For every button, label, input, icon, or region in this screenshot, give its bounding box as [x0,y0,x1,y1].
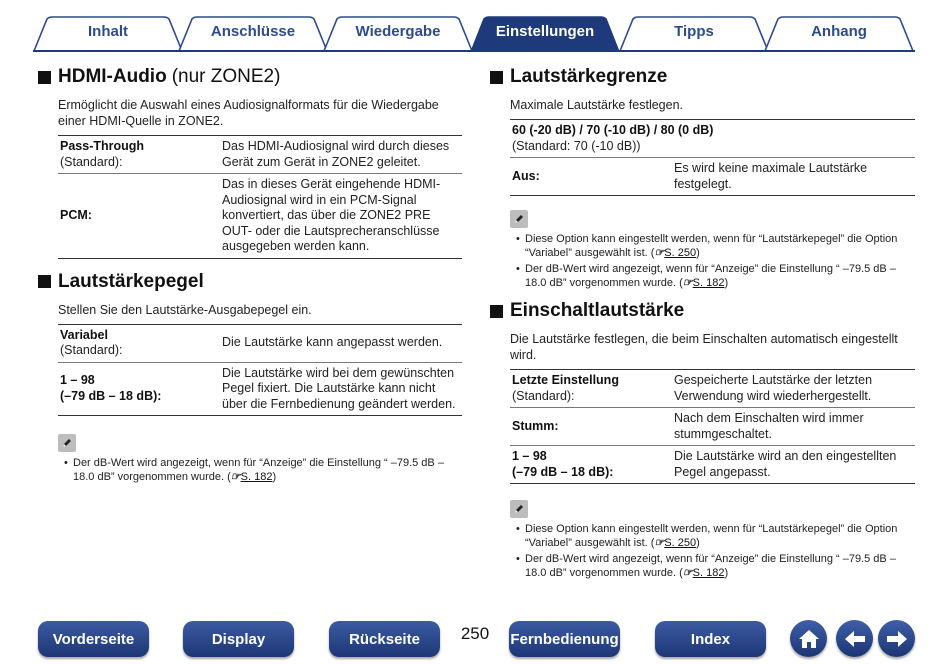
note-item [64,456,462,484]
note-item [516,522,915,550]
square-bullet-icon [490,305,503,318]
square-bullet-icon [38,275,51,288]
home-icon [797,628,821,650]
note-text: Diese Option kann eingestellt werden, wenn für “Lautstärkepegel” die Option “Variabel” ausgewählt ist. [525,523,898,549]
option-description: Das HDMI-Audiosignal wird durch dieses Gerät zum Gerät in ZONE2 geleitet. [222,139,450,169]
square-bullet-icon [38,71,51,84]
section-title-lautstaerkegrenze [490,66,915,88]
note-item [516,232,915,260]
vorderseite-button[interactable]: Vorderseite [38,621,149,657]
note-item [516,262,915,290]
section-description: Stellen Sie den Lautstärke-Ausgabepegel ein. [58,302,312,317]
page-link[interactable]: S. 182 [692,567,725,579]
tab-label: Anhang [811,23,867,40]
tab-bar [0,0,950,56]
table-row [510,407,915,445]
section-title-einschaltlautstaerke [490,300,915,322]
section-title-text: HDMI-Audio [58,66,167,87]
section-description: Maximale Lautstärke festlegen. [510,98,684,112]
table-row [58,362,462,416]
option-name: Variabel [60,327,108,342]
page-reference[interactable]: (☞S. 250) [650,247,700,259]
section-description: Ermöglicht die Auswahl eines Audiosignalformats für die Wiedergabe einer HDMI-Quelle in ZONE2. [58,98,439,128]
option-name: PCM: [60,208,92,222]
option-default: (Standard): [60,343,123,357]
option-description: Nach dem Einschalten wird immer stummgeschaltet. [674,411,864,441]
pointing-hand-icon: ☞ [654,537,665,549]
note-text: Der dB-Wert wird angezeigt, wenn für “Anzeige” die Einstellung “ –79.5 dB – 18.0 dB” vorgenommen wurde. [525,553,896,579]
pencil-note-icon [510,500,528,518]
note-text: Der dB-Wert wird angezeigt, wenn für “Anzeige” die Einstellung “ –79.5 dB – 18.0 dB” vorgenommen wurde. [525,263,896,289]
arrow-right-icon [885,629,909,649]
tab-wiedergabe[interactable] [323,16,473,52]
home-button[interactable] [790,620,827,657]
option-cell [58,174,220,258]
table-row [510,157,915,195]
fernbedienung-button[interactable]: Fernbedienung [509,621,620,657]
tab-label: Einstellungen [495,23,595,40]
page-number: 250 [460,624,490,643]
option-description: Das in dieses Gerät eingehende HDMI-Audiosignal wird in ein PCM-Signal konvertiert, das über die ZONE2 PRE OUT- oder die Lautsprecheranschlüsse ausgegeben werden kann. [222,177,441,253]
section-description: Die Lautstärke festlegen, die beim Einschalten automatisch eingestellt wird. [510,332,898,362]
arrow-left-icon [843,629,867,649]
section-title-text: Lautstärkepegel [58,270,204,292]
rueckseite-button[interactable]: Rückseite [329,621,440,657]
note-item [516,552,915,580]
table-row [58,173,462,258]
option-description: Die Lautstärke wird bei dem gewünschten Pegel fixiert. Die Lautstärke kann nicht über die Fernbedienung geändert werden. [222,365,456,411]
settings-table [58,135,462,259]
display-button[interactable]: Display [183,621,294,657]
page-link[interactable]: S. 182 [692,277,725,289]
tab-einstellungen[interactable] [470,16,620,52]
left-column [38,66,462,486]
note-text: Diese Option kann eingestellt werden, wenn für “Lautstärkepegel” die Option “Variabel” ausgewählt ist. [525,233,898,259]
tab-anschluesse[interactable] [178,16,328,52]
back-button[interactable] [836,620,873,657]
option-cell [510,408,672,445]
tab-label: Tipps [674,23,714,40]
tab-anhang[interactable] [764,16,914,52]
option-cell [510,158,672,195]
pointing-hand-icon: ☞ [230,471,241,483]
pointing-hand-icon: ☞ [682,277,693,289]
pointing-hand-icon: ☞ [654,247,665,259]
option-cell [58,325,220,362]
option-cell [58,136,220,173]
page-reference[interactable]: (☞S. 250) [650,537,700,549]
note-list [516,232,915,290]
pointing-hand-icon: ☞ [682,567,693,579]
option-description: Gespeicherte Lautstärke der letzten Verwendung wird wiederhergestellt. [674,373,873,403]
option-range: (–79 dB – 18 dB): [512,464,614,479]
range-values: 60 (-20 dB) / 70 (-10 dB) / 80 (0 dB) [512,123,714,137]
option-description: Es wird keine maximale Lautstärke festgelegt. [674,161,868,191]
option-range: (–79 dB – 18 dB): [60,388,162,403]
page-reference[interactable]: (☞S. 182) [679,567,729,579]
pencil-note-icon [510,210,528,228]
page-reference[interactable]: (☞S. 182) [227,471,277,483]
section-title-text: Lautstärkegrenze [510,66,668,87]
option-description: Die Lautstärke kann angepasst werden. [222,335,443,350]
forward-button[interactable] [878,620,915,657]
tab-label: Anschlüsse [210,23,296,40]
table-row [510,120,915,157]
page-link[interactable]: S. 250 [664,537,697,549]
range-cell [510,120,715,157]
tab-tipps[interactable] [619,16,769,52]
tab-label: Inhalt [88,23,128,40]
option-name: Pass-Through [60,139,145,153]
option-description: Die Lautstärke wird an den eingestellten Pegel angepasst. [674,449,897,479]
option-name: Stumm: [512,418,559,433]
table-row [58,136,462,173]
table-row [58,325,462,362]
note-list [64,456,462,484]
option-cell [510,446,672,483]
section-title-lautstaerkepegel [38,271,462,293]
option-cell [510,370,672,407]
option-default: (Standard): [60,154,123,169]
right-column [490,66,915,582]
option-default: (Standard): [512,388,575,403]
page-reference[interactable]: (☞S. 182) [679,277,729,289]
section-title-suffix: (nur ZONE2) [171,66,281,87]
option-cell [58,363,220,416]
option-name: Letzte Einstellung [512,373,619,387]
note-list [516,522,915,580]
page-link[interactable]: S. 250 [664,247,697,259]
option-name: 1 – 98 [60,373,95,388]
square-bullet-icon [490,71,503,84]
range-default: (Standard: 70 (-10 dB)) [512,138,641,153]
table-row [510,370,915,407]
page-link[interactable]: S. 182 [240,471,273,483]
pencil-note-icon [58,434,76,452]
option-name: 1 – 98 [512,449,547,463]
tab-label: Wiedergabe [355,23,441,40]
settings-table [58,324,462,417]
section-title-hdmi-audio [38,66,462,88]
settings-table [510,119,915,196]
settings-table [510,369,915,484]
index-button[interactable]: Index [655,621,766,657]
tab-inhalt[interactable] [33,16,183,52]
note-text: Der dB-Wert wird angezeigt, wenn für “Anzeige” die Einstellung “ –79.5 dB – 18.0 dB” vorgenommen wurde. [73,457,444,483]
option-name: Aus: [512,168,540,183]
section-title-text: Einschaltlautstärke [510,300,685,321]
table-row [510,445,915,483]
